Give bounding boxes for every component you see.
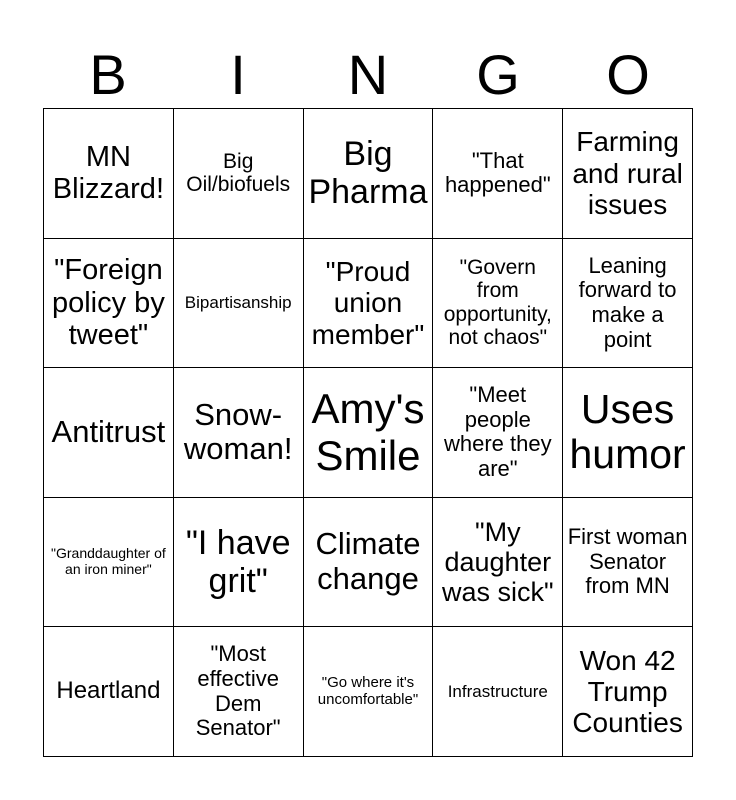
- header-letter-g: G: [476, 43, 520, 106]
- bingo-board: [43, 108, 693, 757]
- bingo-cell[interactable]: [433, 498, 563, 628]
- bingo-cell[interactable]: [563, 627, 693, 757]
- bingo-cell[interactable]: [433, 109, 563, 239]
- cell-text: "Go where it's uncomfortable": [317, 673, 419, 708]
- bingo-cell[interactable]: [433, 239, 563, 369]
- cell-text: Leaning forward to make a point: [578, 252, 677, 352]
- cell-text: "Govern from opportunity, not chaos": [443, 255, 552, 350]
- cell-text: Snow-woman!: [183, 396, 293, 467]
- cell-text: Antitrust: [51, 414, 166, 450]
- bingo-cell[interactable]: [174, 368, 304, 498]
- header-letter-i: I: [230, 43, 246, 106]
- cell-text: "Meet people where they are": [443, 382, 552, 482]
- bingo-cell[interactable]: [174, 498, 304, 628]
- header-letter-o: O: [606, 43, 650, 106]
- cell-text: Uses humor: [569, 385, 686, 478]
- bingo-cell[interactable]: [44, 239, 174, 369]
- cell-text: Amy's Smile: [311, 385, 425, 480]
- bingo-header: [43, 44, 693, 106]
- cell-text: "Granddaughter of an iron miner": [51, 545, 166, 578]
- bingo-cell[interactable]: [304, 627, 434, 757]
- bingo-cell[interactable]: [433, 627, 563, 757]
- cell-text: "Most effective Dem Senator": [195, 641, 281, 741]
- bingo-cell[interactable]: [44, 498, 174, 628]
- bingo-cell[interactable]: [433, 368, 563, 498]
- bingo-cell[interactable]: [563, 498, 693, 628]
- cell-text: Bipartisanship: [184, 293, 292, 313]
- bingo-cell[interactable]: [304, 368, 434, 498]
- cell-text: "I have grit": [185, 524, 291, 601]
- bingo-cell[interactable]: [174, 627, 304, 757]
- bingo-cell[interactable]: [563, 109, 693, 239]
- cell-text: Big Pharma: [308, 135, 428, 212]
- bingo-cell[interactable]: [174, 109, 304, 239]
- bingo-cell[interactable]: [304, 239, 434, 369]
- bingo-cell[interactable]: [563, 368, 693, 498]
- header-letter-n: N: [347, 43, 389, 106]
- header-letter-b: B: [89, 43, 127, 106]
- bingo-cell[interactable]: [44, 109, 174, 239]
- cell-text: Won 42 Trump Counties: [572, 644, 683, 739]
- cell-text: Heartland: [56, 677, 161, 705]
- cell-text: "Foreign policy by tweet": [51, 254, 165, 352]
- bingo-cell[interactable]: [174, 239, 304, 369]
- cell-text: "My daughter was sick": [441, 516, 554, 608]
- cell-text: "That happened": [444, 147, 551, 198]
- bingo-cell[interactable]: [304, 498, 434, 628]
- bingo-cell[interactable]: [44, 627, 174, 757]
- cell-text: Infrastructure: [447, 682, 548, 702]
- cell-text: "Proud union member": [311, 255, 425, 350]
- cell-text: First woman Senator from MN: [567, 524, 688, 599]
- cell-text: MN Blizzard!: [52, 140, 164, 206]
- cell-text: Climate change: [315, 526, 421, 597]
- cell-text: Big Oil/biofuels: [186, 149, 291, 197]
- bingo-cell[interactable]: [304, 109, 434, 239]
- cell-text: Farming and rural issues: [572, 126, 683, 220]
- bingo-cell[interactable]: [563, 239, 693, 369]
- bingo-cell[interactable]: [44, 368, 174, 498]
